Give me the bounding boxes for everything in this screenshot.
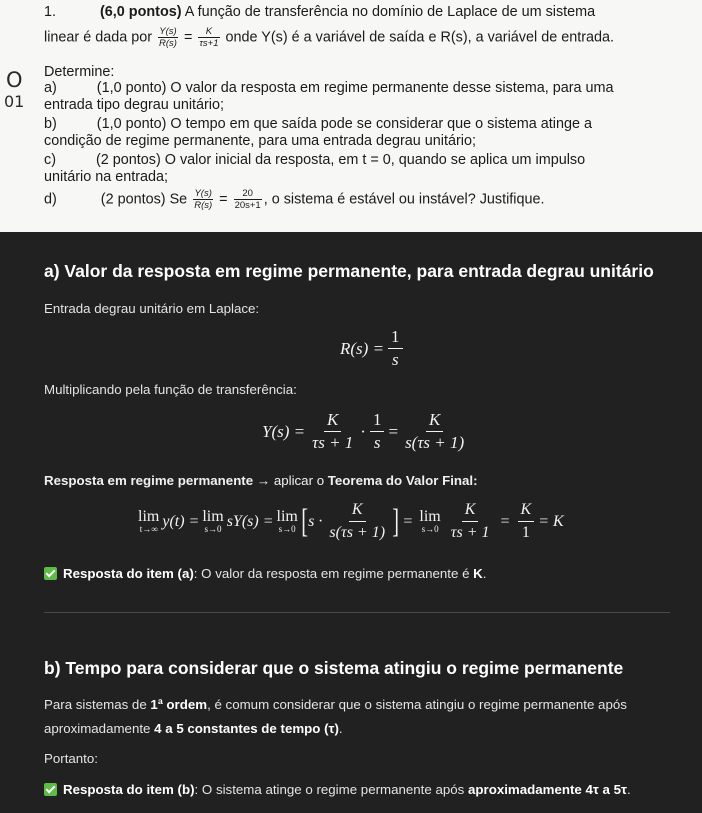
eq3-equals-2: = (500, 512, 510, 530)
eq3-lim-2 (202, 509, 223, 534)
answer-panel (0, 232, 702, 813)
a-p3-bold2: Teorema do Valor Final (327, 473, 474, 488)
a-result-rest: : O valor da resposta em regime permanente é (193, 566, 474, 581)
eq3-y: y(t) = (162, 512, 200, 530)
eq2-den2: s (373, 433, 381, 452)
equation-final-value-theorem (135, 500, 564, 543)
eq3-equals-k: = K (538, 512, 564, 530)
margin-handwritten-mark-2: 01 (4, 92, 25, 111)
item-b-label: b) (44, 116, 57, 132)
eq2-fraction-3 (402, 410, 467, 453)
item-d-line (44, 188, 544, 211)
question-intro-a: A função de transferência no domínio de Laplace de um sistema (184, 4, 596, 20)
b-result-bold2: aproximadamente 4τ a 5τ (468, 782, 627, 797)
answer-a-paragraph-1: Entrada degrau unitário em Laplace: (44, 301, 260, 316)
tf-den2: τs+1 (199, 38, 219, 49)
eq2-dot: · (360, 421, 366, 441)
eq3-lim-3 (277, 509, 298, 534)
eq2-num3: K (428, 410, 441, 429)
section-divider (44, 612, 670, 613)
eq3-lim-4 (419, 509, 440, 534)
question-scan (0, 0, 702, 232)
eq2-fraction-2 (370, 410, 385, 453)
eq3-den3: 1 (521, 524, 530, 541)
eq3-sy: sY(s) = (226, 512, 274, 530)
item-c-text: (2 pontos) O valor inicial da resposta, em t = 0, quando se aplica um impulso (96, 152, 586, 168)
b-p1a: Para sistemas de (44, 697, 151, 712)
tf-equals: = (183, 29, 193, 46)
answer-a-paragraph-3 (44, 473, 478, 488)
eq3-equals: = (403, 512, 413, 530)
eq3-den1: s(τs + 1) (329, 524, 386, 541)
eq2-equals: = (388, 421, 399, 441)
answer-b-heading: b) Tempo para considerar que o sistema atingiu o regime permanente (44, 658, 624, 678)
item-b-line-2: condição de regime permanente, para uma entrada degrau unitário; (44, 133, 476, 149)
checkmark-icon (44, 567, 57, 580)
eq2-fraction-1 (309, 410, 356, 453)
a-p3-end: : (473, 473, 478, 488)
transfer-function-k-fraction (198, 26, 219, 49)
eq2-lhs: Y(s) = (262, 421, 306, 441)
question-line-1 (44, 4, 595, 20)
tf-k: K (198, 26, 219, 38)
answer-a-heading: a) Valor da resposta em regime permanente, para entrada degrau unitário (44, 261, 654, 281)
answer-b-paragraph-3: Portanto: (44, 751, 98, 766)
b-p1c: , é comum considerar que o sistema atingiu o regime permanente após (207, 697, 627, 712)
item-c-line (44, 152, 585, 168)
eq3-right-bracket: ] (392, 502, 400, 540)
a-p3-bold: Resposta em regime permanente (44, 473, 254, 488)
item-b-line (44, 116, 592, 132)
eq3-fraction-3 (518, 500, 535, 543)
question-intro-b2: onde Y(s) é a variável de saída e R(s), a variável de entrada. (225, 29, 615, 46)
eq2-num1: K (327, 410, 339, 429)
eq1-num: 1 (388, 327, 403, 349)
eq3-left-bracket: [ (301, 502, 308, 540)
eq1-den: s (391, 350, 399, 369)
eq1-fraction (388, 327, 403, 370)
eq3-num1: K (351, 501, 363, 518)
b-p1b: 1ª ordem (150, 697, 208, 712)
equation-r-of-s (340, 327, 407, 370)
a-p3-rest: → aplicar o (253, 473, 328, 488)
item-d-equals: = (219, 191, 228, 208)
eq2-den1: τs + 1 (312, 433, 354, 452)
determine-label: Determine: (44, 64, 115, 80)
checkmark-icon (44, 783, 57, 796)
answer-b-paragraph-1 (44, 697, 627, 712)
item-d-num: Y(s) (194, 188, 212, 199)
a-result-bold: Resposta do item (a) (63, 566, 194, 581)
item-a-line (44, 80, 614, 96)
eq3-lim-text-1: lim (138, 508, 160, 525)
question-number: 1. (44, 4, 57, 20)
eq3-lim-1 (138, 509, 159, 534)
b-result-end: . (626, 782, 631, 797)
answer-b-paragraph-2 (44, 721, 343, 736)
b-p2b: 4 a 5 constantes de tempo (τ) (154, 721, 339, 736)
item-d-fraction-2 (234, 188, 262, 211)
question-points: (6,0 pontos) (100, 4, 182, 20)
item-d-label: d) (44, 191, 57, 208)
item-b-text: (1,0 ponto) O tempo em que saída pode se considerar que o sistema atinge a (96, 116, 592, 132)
answer-a-result (44, 566, 486, 581)
eq3-sub2: s→0 (204, 524, 222, 534)
item-a-text: (1,0 ponto) O valor da resposta em regime permanente desse sistema, para uma (96, 80, 614, 96)
eq3-sub1: t→∞ (139, 524, 158, 534)
tf-denominator: R(s) (159, 38, 177, 49)
item-c-line-2: unitário na entrada; (44, 169, 169, 185)
eq2-num2: 1 (370, 410, 385, 432)
item-c-label: c) (44, 152, 56, 168)
tf-numerator: Y(s) (159, 26, 177, 37)
eq3-num2: K (464, 501, 476, 518)
b-p2a: aproximadamente (44, 721, 155, 736)
eq3-fraction-1 (326, 500, 388, 543)
item-d-fraction-1 (193, 188, 213, 211)
question-intro-b1: linear é dada por (44, 29, 153, 46)
margin-handwritten-mark-1: O (6, 68, 23, 92)
eq3-den2: τs + 1 (450, 524, 490, 541)
item-d-text2: , o sistema é estável ou instável? Justifique. (263, 191, 545, 208)
item-a-line-2: entrada tipo degrau unitário; (44, 97, 225, 113)
eq3-sub4: s→0 (421, 524, 439, 534)
b-result-rest: : O sistema atinge o regime permanente após (194, 782, 468, 797)
transfer-function-fraction (158, 26, 178, 49)
item-d-text1: (2 pontos) Se (100, 191, 188, 208)
eq3-s: s · (308, 512, 323, 530)
b-result-bold: Resposta do item (b) (63, 782, 195, 797)
eq3-sub3: s→0 (278, 524, 296, 534)
eq3-lim-text-2: lim (202, 508, 224, 525)
item-a-label: a) (44, 80, 57, 96)
question-line-2 (44, 26, 614, 49)
eq3-lim-text-4: lim (419, 508, 441, 525)
a-result-end: . (482, 566, 487, 581)
eq3-fraction-2 (448, 500, 493, 543)
answer-b-result (44, 782, 631, 797)
eq1-lhs: R(s) = (340, 338, 385, 358)
item-d-den: R(s) (194, 200, 213, 211)
item-d-num2: 20 (234, 188, 262, 200)
answer-a-paragraph-2: Multiplicando pela função de transferência: (44, 382, 297, 397)
eq2-den3: s(τs + 1) (405, 433, 465, 452)
b-p2c: . (338, 721, 343, 736)
item-d-den2: 20s+1 (234, 200, 261, 211)
eq3-lim-text-3: lim (276, 508, 298, 525)
a-result-k: K (473, 566, 483, 581)
eq3-num3: K (520, 501, 532, 518)
equation-y-of-s (262, 410, 471, 453)
